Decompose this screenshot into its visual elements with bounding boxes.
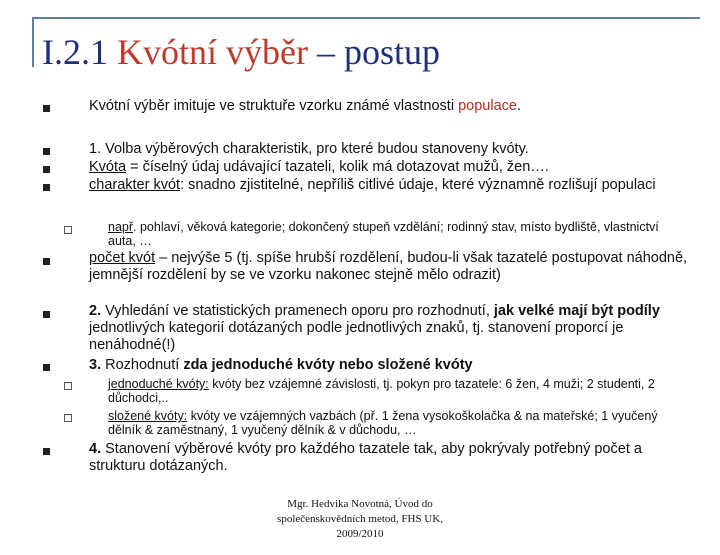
title-frame-left [32, 17, 34, 67]
charakter-term: charakter kvót [89, 177, 181, 193]
bullet-square [43, 364, 50, 371]
bullet-square [43, 184, 50, 191]
pocet-term: počet kvót [89, 250, 156, 266]
step3-text: 3. Rozhodnutí zda jednoduché kvóty nebo složené kvóty [89, 357, 473, 373]
bullet-square [43, 148, 50, 155]
title-number: I.2.1 [42, 32, 108, 72]
title-dash: – [316, 32, 335, 72]
example1-term: např [108, 220, 134, 234]
kvota-definition: Kvóta = číselný údaj udávající tazateli, kolik má dotazovat mužů, žen…. [89, 159, 549, 175]
intro-text: Kvótní výběr imituje ve struktuře vzorku známé vlastnosti populace. [89, 98, 521, 114]
step2-bold: jak velké mají být podíly [493, 303, 660, 319]
simple-quota-term: jednoduché kvóty: [108, 377, 209, 391]
bullet-square [43, 166, 50, 173]
footer-line-2: společenskovědních metod, FHS UK, [277, 513, 443, 525]
sub-bullet-checkbox [64, 414, 72, 422]
bullet-square [43, 258, 50, 265]
complex-quota-text: složené kvóty: kvóty ve vzájemných vazbách (př. 1 žena vysokoškolačka & na mateřské; 1 vyučený dělník & zaměstnaný, 1 vyučený dělník & v důchodu, … [108, 409, 658, 437]
bullet-square [43, 311, 50, 318]
title-tail: postup [343, 32, 440, 72]
charakter-definition: charakter kvót: snadno zjistitelné, nepříliš citlivé údaje, které významně rozlišují populaci [89, 177, 656, 193]
step4-text: 4. Stanovení výběrové kvóty pro každého tazatele tak, aby pokrývaly potřebný počet a strukturu dotázaných. [89, 441, 642, 474]
footer-line-1: Mgr. Hedvika Novotná, Úvod do [287, 498, 433, 510]
footer-line-3: 2009/2010 [336, 528, 384, 540]
step2-text: 2. Vyhledání ve statistických pramenech oporu pro rozhodnutí, jak velké mají být podíly jednotlivých kategorií dotázaných podle jednotlivých znaků, tj. stanovení proporcí je nenáhodné(!) [89, 303, 660, 353]
title-main: Kvótní výběr [117, 32, 308, 72]
sub-bullet-checkbox [64, 226, 72, 234]
slide-title [42, 30, 440, 74]
intro-highlight: populace [458, 98, 517, 114]
step3-bold: zda jednoduché kvóty nebo složené kvóty [183, 357, 473, 373]
complex-quota-term: složené kvóty: [108, 409, 188, 423]
simple-quota-text: jednoduché kvóty: kvóty bez vzájemné závislosti, tj. pokyn pro tazatele: 6 žen, 4 muži; 2 studenti, 2 důchodci,.. [108, 377, 655, 405]
sub-bullet-checkbox [64, 382, 72, 390]
pocet-text: počet kvót – nejvýše 5 (tj. spíše hrubší rozdělení, budou-li však tazatelé postupovat náhodně, jemnější rozdělení by se ve vzorku nakonec stejně mělo odrazit) [89, 250, 688, 283]
title-frame-top [32, 17, 700, 19]
slide-footer [240, 497, 480, 542]
kvota-term: Kvóta [89, 159, 127, 175]
example1-text: např. pohlaví, věková kategorie; dokončený stupeň vzdělání; rodinný stav, místo bydliště, vlastnictví auta, … [108, 220, 659, 248]
step1-text: 1. Volba výběrových charakteristik, pro které budou stanoveny kvóty. [89, 141, 529, 157]
bullet-square [43, 448, 50, 455]
bullet-square [43, 105, 50, 112]
